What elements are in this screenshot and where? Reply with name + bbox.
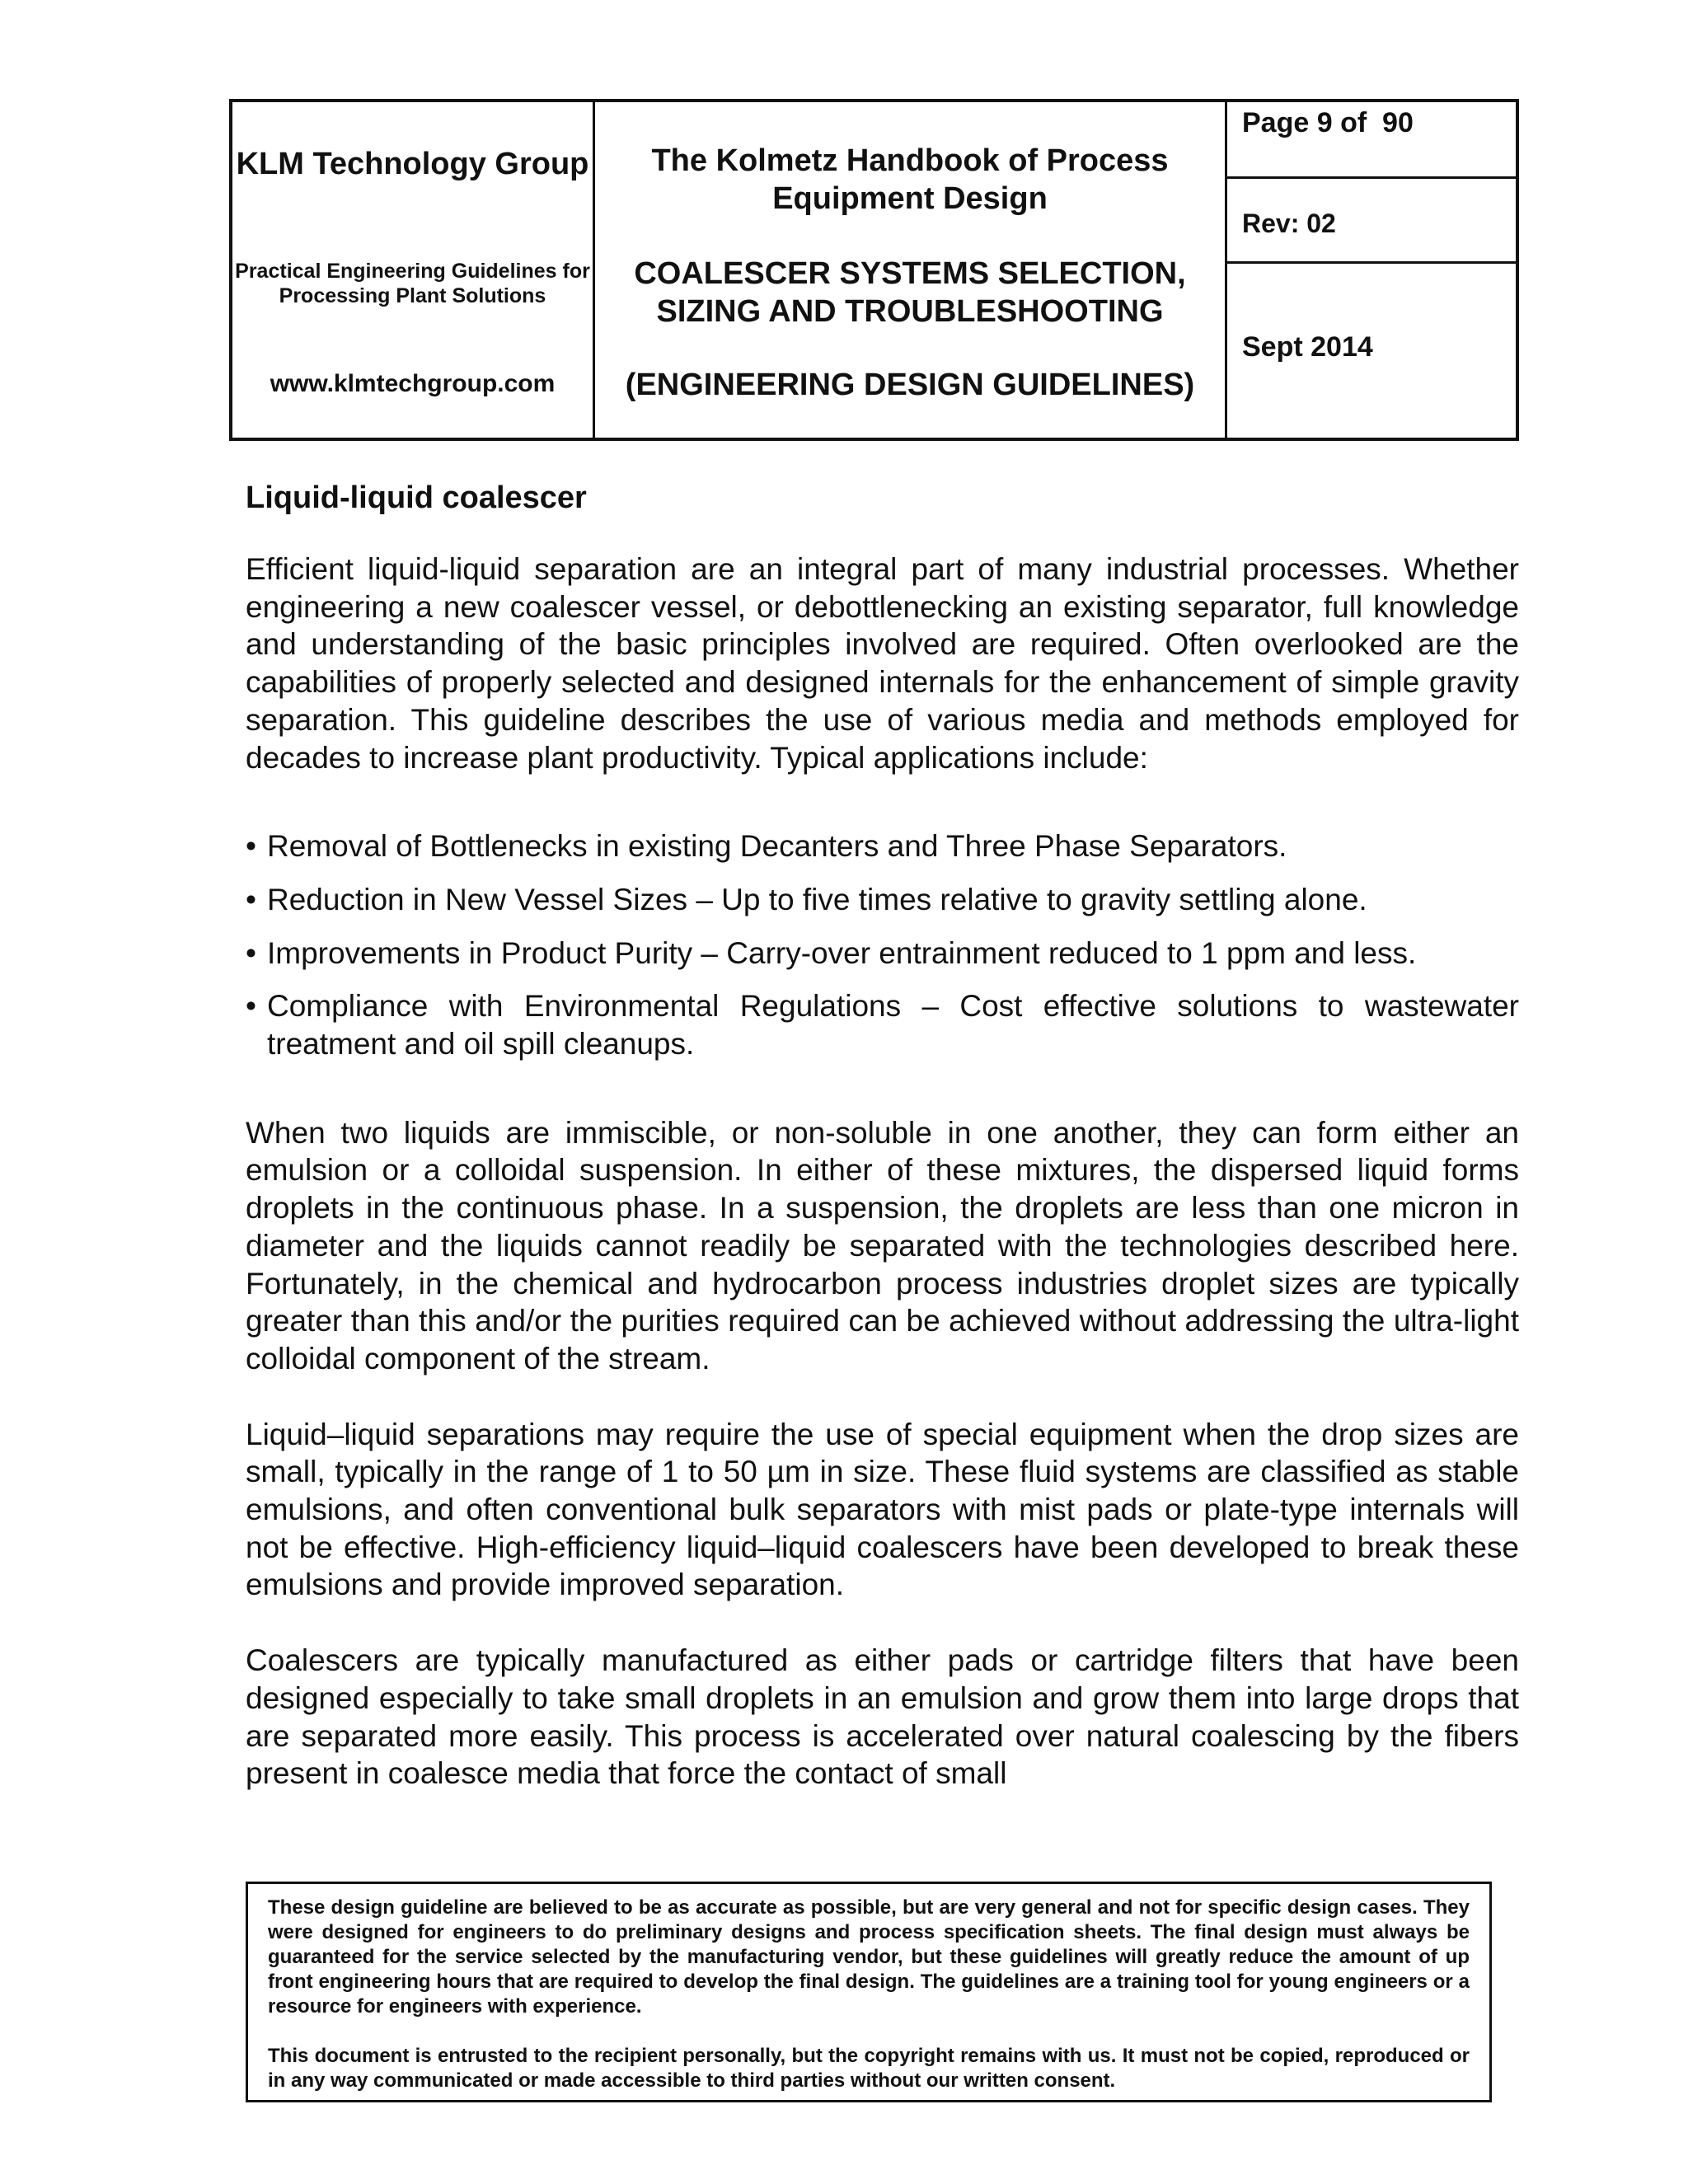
bullet-symbol: •	[246, 989, 256, 1024]
page-cell	[1227, 102, 1516, 179]
handbook-title: The Kolmetz Handbook of Process Equipment Design	[651, 143, 1169, 216]
header-company-cell	[232, 102, 595, 438]
bullet-symbol: •	[246, 882, 256, 916]
list-item-text: Removal of Bottlenecks in existing Decanters and Three Phase Separators.	[267, 829, 1287, 864]
list-item-text: Reduction in New Vessel Sizes – Up to five times relative to gravity settling alone.	[267, 882, 1367, 916]
bullet-symbol: •	[246, 935, 256, 970]
applications-list	[246, 827, 1519, 1063]
company-name: KLM Technology Group	[236, 147, 589, 181]
list-item-text: Improvements in Product Purity – Carry-over entrainment reduced to 1 ppm and less.	[267, 935, 1417, 970]
list-item	[246, 935, 1519, 972]
header-meta-cell	[1227, 102, 1516, 438]
document-header	[229, 99, 1519, 441]
coalescer-media-paragraph: Coalescers are typically manufactured as either pads or cartridge filters that have been designed especially to take small droplets in an emulsion and grow them into large drops that are separated more easily. This process is accelerated over natural coalescing by the fibers present in coalesce media that force the contact of small	[246, 1643, 1519, 1791]
revision-date: Sept 2014	[1242, 331, 1373, 363]
list-item	[246, 827, 1519, 865]
bullet-symbol: •	[246, 829, 256, 864]
emulsion-paragraph: When two liquids are immiscible, or non-soluble in one another, they can form either an emulsion or a colloidal suspension. In either of these mixtures, the dispersed liquid forms droplets in the continuous phase. In a suspension, the droplets are less than one micron in diameter and the liquids cannot readily be separated with the technologies described here. Fortunately, in the chemical and hydrocarbon process industries droplet sizes are typically greater than this and/or the purities required can be achieved without addressing the ultra-light colloidal component of the stream.	[246, 1115, 1519, 1376]
document-title: COALESCER SYSTEMS SELECTION, SIZING AND TROUBLESHOOTING	[634, 256, 1186, 329]
intro-paragraph: Efficient liquid-liquid separation are an integral part of many industrial processes. Whether engineering a new coalescer vessel, or debottlenecking an existing separator, full knowledge and understanding of the basic principles involved are required. Often overlooked are the capabilities of properly selected and designed internals for the enhancement of simple gravity separation. This guideline describes the use of various media and methods employed for decades to increase plant productivity. Typical applications include:	[246, 552, 1519, 775]
document-type: (ENGINEERING DESIGN GUIDELINES)	[625, 368, 1195, 402]
header-title-cell	[595, 102, 1227, 438]
copyright-text: This document is entrusted to the recipient personally, but the copyright remains with us. It must not be copied, reproduced or in any way communicated or made accessible to third parties without our written consent.	[268, 2045, 1470, 2092]
section-heading: Liquid-liquid coalescer	[246, 480, 587, 515]
disclaimer-box	[246, 1882, 1492, 2102]
list-item-text: Compliance with Environmental Regulations – Cost effective solutions to wastewater treatment and oil spill cleanups.	[267, 989, 1519, 1062]
company-tagline: Practical Engineering Guidelines for Processing Plant Solutions	[235, 260, 590, 307]
page-number: Page 9 of 90	[1242, 107, 1414, 138]
list-item	[246, 881, 1519, 919]
document-body	[246, 478, 1519, 1793]
company-website: www.klmtechgroup.com	[270, 370, 556, 397]
date-cell	[1227, 264, 1516, 438]
revision: Rev: 02	[1242, 209, 1336, 238]
disclaimer-text: These design guideline are believed to be as accurate as possible, but are very general and not for specific design cases. They were designed for engineers to do preliminary designs and process specification sheets. The final design must always be guaranteed for the service selected by the manufacturing vendor, but these guidelines will greatly reduce the amount of up front engineering hours that are required to develop the final design. The guidelines are a training tool for young engineers or a resource for engineers with experience.	[268, 1896, 1470, 2018]
revision-cell	[1227, 179, 1516, 264]
drop-size-paragraph: Liquid–liquid separations may require the use of special equipment when the drop sizes are small, typically in the range of 1 to 50 µm in size. These fluid systems are classified as stable emulsions, and often conventional bulk separators with mist pads or plate-type internals will not be effective. High-efficiency liquid–liquid coalescers have been developed to break these emulsions and provide improved separation.	[246, 1417, 1519, 1602]
list-item	[246, 987, 1519, 1062]
